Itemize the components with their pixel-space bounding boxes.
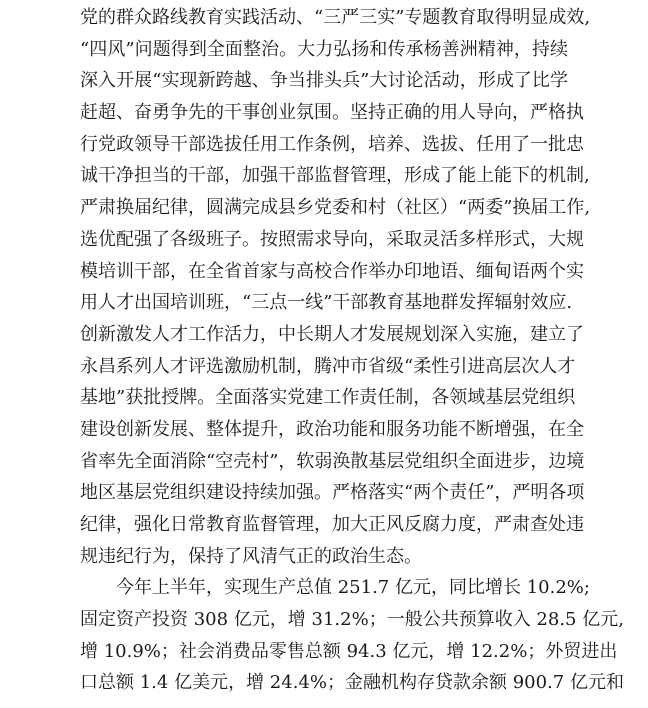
text-line: 永昌系列人才评选激励机制，腾冲市省级“柔性引进高层次人才 [80,355,576,377]
text-line: 行党政领导干部选拔任用工作条例，培养、选拔、任用了一批忠 [80,133,584,155]
text-line: 模培训干部，在全省首家与高校合作举办印地语、缅甸语两个实 [80,260,584,282]
text-line: 诚干净担当的干部，加强干部监督管理，形成了能上能下的机制, [80,165,590,187]
text-line: 建设创新发展、整体提升，政治功能和服务功能不断增强，在全 [80,418,584,440]
text-line: 党的群众路线教育实践活动、“三严三实”专题教育取得明显成效, [80,7,591,28]
text-line: 省率先全面消除“空壳村”，软弱涣散基层党组织全面进步，边境 [80,450,585,472]
document-body [80,2,624,699]
text-line: 选优配强了各级班子。按照需求导向，采取灵活多样形式，大规 [80,228,584,250]
text-line: 赶超、奋勇争先的干事创业氛围。坚持正确的用人导向，严格执 [80,102,584,124]
text-line: “四风”问题得到全面整治。大力弘扬和传承杨善洲精神，持续 [80,38,568,60]
text-line: 严肃换届纪律，圆满完成县乡党委和村（社区）“两委”换届工作, [80,197,591,219]
text-line: 基地”获批授牌。全面落实党建工作责任制，各领域基层党组织 [80,387,576,409]
text-line: 深入开展“实现新跨越、争当排头兵”大讨论活动，形成了比学 [80,70,568,92]
text-line: 地区基层党组织建设持续加强。严格落实“两个责任”，严明各项 [80,482,585,504]
text-line: 规违纪行为，保持了风清气正的政治生态。 [80,545,422,567]
text-line: 纪律，强化日常教育监督管理，加大正风反腐力度，严肃查处违 [80,514,584,535]
text-line: 口总额 1.4 亿美元，增 24.4%；金融机构存贷款余额 900.7 亿元和 [80,672,624,694]
text-line: 增 10.9%；社会消费品零售总额 94.3 亿元，增 12.2%；外贸进出 [80,640,618,662]
text-line: 创新激发人才工作活力，中长期人才发展规划深入实施，建立了 [80,323,584,345]
text-line: 用人才出国培训班，“三点一线”干部教育基地群发挥辐射效应. [80,292,573,314]
text-line: 固定资产投资 308 亿元，增 31.2%；一般公共预算收入 28.5 亿元, [80,609,624,631]
text-line: 今年上半年，实现生产总值 251.7 亿元，同比增长 10.2%; [116,577,590,599]
